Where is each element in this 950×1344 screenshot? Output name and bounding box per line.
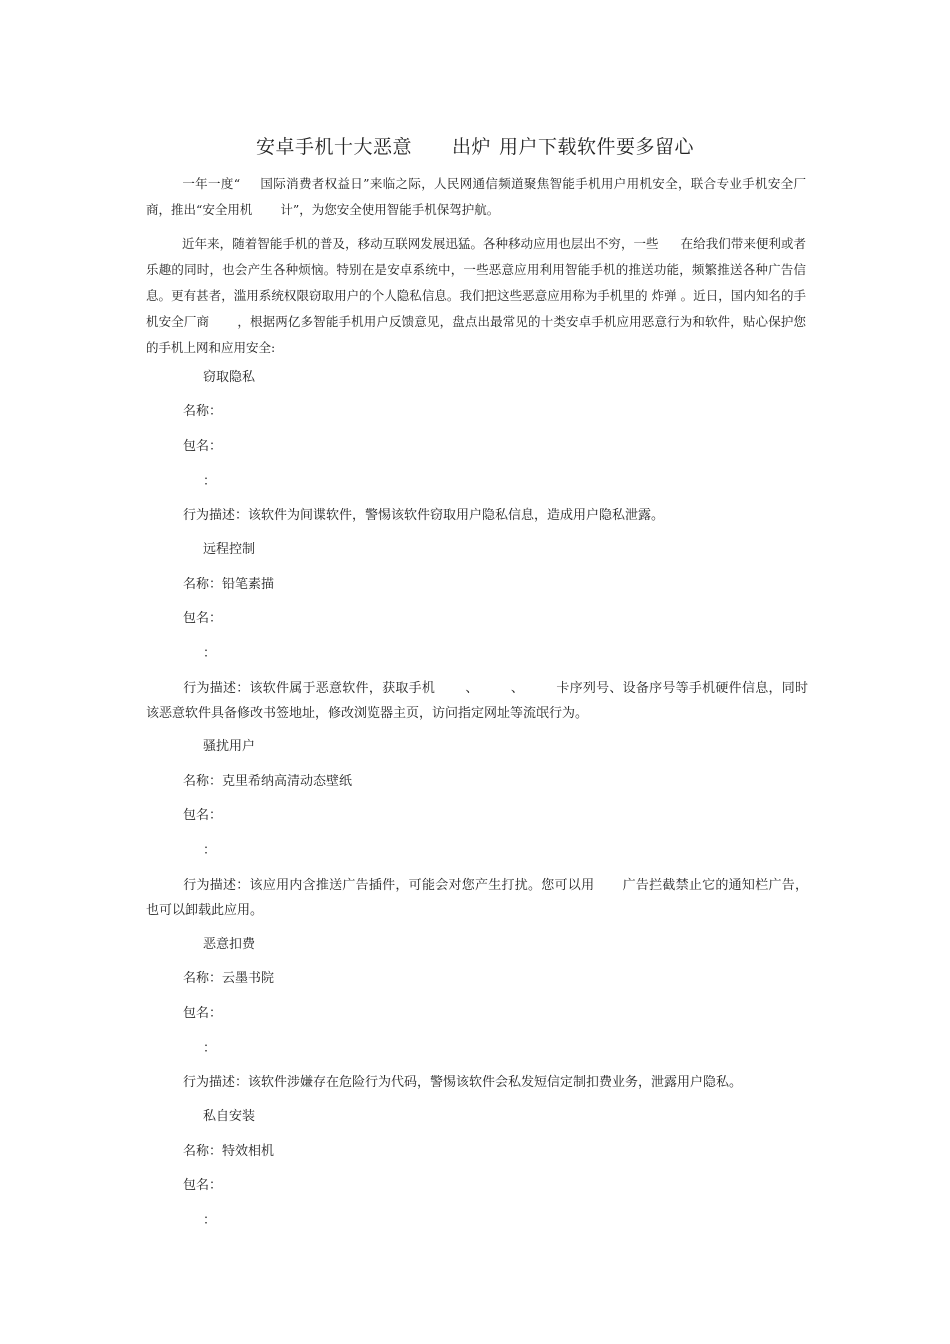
desc-a: 行为描述：该应用内含推送广告插件，可能会对您产生打扰。您可以用 — [183, 878, 595, 893]
intro1-c: 计”，为您安全使用智能手机保驾护航。 — [280, 202, 500, 217]
desc-c: 、 — [510, 681, 525, 696]
title-part1: 安卓手机十大恶意 — [255, 136, 412, 158]
package-name-field: 包名： — [183, 1006, 223, 1021]
intro2-a: 近年来，随着智能手机的普及，移动互联网发展迅猛。各种移动应用也层出不穷，一些 — [182, 236, 659, 251]
intro2-c: ，根据两亿多智能手机用户反馈意见，盘点出最常见的十类安卓手机应用恶意行为和软件，贴心保护您的手机上网和应用安全: — [146, 314, 806, 355]
app-name-field: 名称：云墨书院 — [183, 971, 275, 986]
colon-field: ： — [203, 474, 217, 489]
desc-d: 卡序列号、设备序号等手机硬件信息，同时该恶意软件具备修改书签地址，修改浏览器主页，访问指定网址等流氓行为。 — [146, 681, 808, 721]
behavior-description: 行为描述：该软件涉嫌存在危险行为代码，警惕该软件会私发短信定制扣费业务，泄露用户隐私。 — [183, 1075, 743, 1090]
colon-field: ： — [203, 646, 217, 661]
intro-paragraph-1 — [146, 171, 806, 223]
desc-b: 广告拦截禁止它的通知栏广告，也可以卸载此应用。 — [146, 878, 808, 918]
intro2-b: 在给我们带来便利或者乐趣的同时，也会产生各种烦恼。特别在是安卓系统中，一些恶意应用利用智能手机的推送功能，频繁推送各种广告信息。更有甚者，滥用系统权限窃取用户的个人隐私信息。我们把这些恶意应用称为手机里的 炸弹 。近日，国内知名的手机安全厂商 — [146, 236, 806, 329]
title-part2: 出炉 — [451, 136, 491, 158]
desc-a: 行为描述：该软件属于恶意软件，获取手机 — [183, 681, 436, 696]
behavior-description — [146, 873, 808, 923]
article-title — [0, 132, 950, 159]
package-name-field: 包名： — [183, 439, 223, 454]
section-heading: 远程控制 — [203, 542, 256, 557]
intro1-b: 国际消费者权益日”来临之际，人民网通信频道聚焦智能手机用户用机安全，联合专业手机安全厂商，推出“安全用机 — [146, 176, 807, 217]
app-name-field: 名称：克里希纳高清动态壁纸 — [183, 774, 353, 789]
behavior-description — [146, 676, 808, 726]
behavior-description: 行为描述：该软件为间谍软件，警惕该软件窃取用户隐私信息，造成用户隐私泄露。 — [183, 508, 665, 523]
intro-paragraph-2 — [146, 231, 806, 361]
package-name-field: 包名： — [183, 808, 223, 823]
section-heading: 私自安装 — [203, 1109, 256, 1124]
package-name-field: 包名： — [183, 611, 223, 626]
app-name-field: 名称：特效相机 — [183, 1144, 275, 1159]
app-name-field: 名称： — [183, 404, 223, 419]
colon-field: ： — [203, 843, 217, 858]
section-heading: 恶意扣费 — [203, 937, 256, 952]
section-heading: 窃取隐私 — [203, 370, 256, 385]
app-name-field: 名称：铅笔素描 — [183, 577, 275, 592]
title-part3: 用户下载软件要多留心 — [499, 136, 695, 158]
intro1-a: 一年一度“ — [182, 176, 241, 191]
desc-b: 、 — [465, 681, 479, 696]
package-name-field: 包名： — [183, 1178, 223, 1193]
colon-field: ： — [203, 1213, 217, 1228]
section-heading: 骚扰用户 — [203, 739, 256, 754]
colon-field: ： — [203, 1041, 217, 1056]
